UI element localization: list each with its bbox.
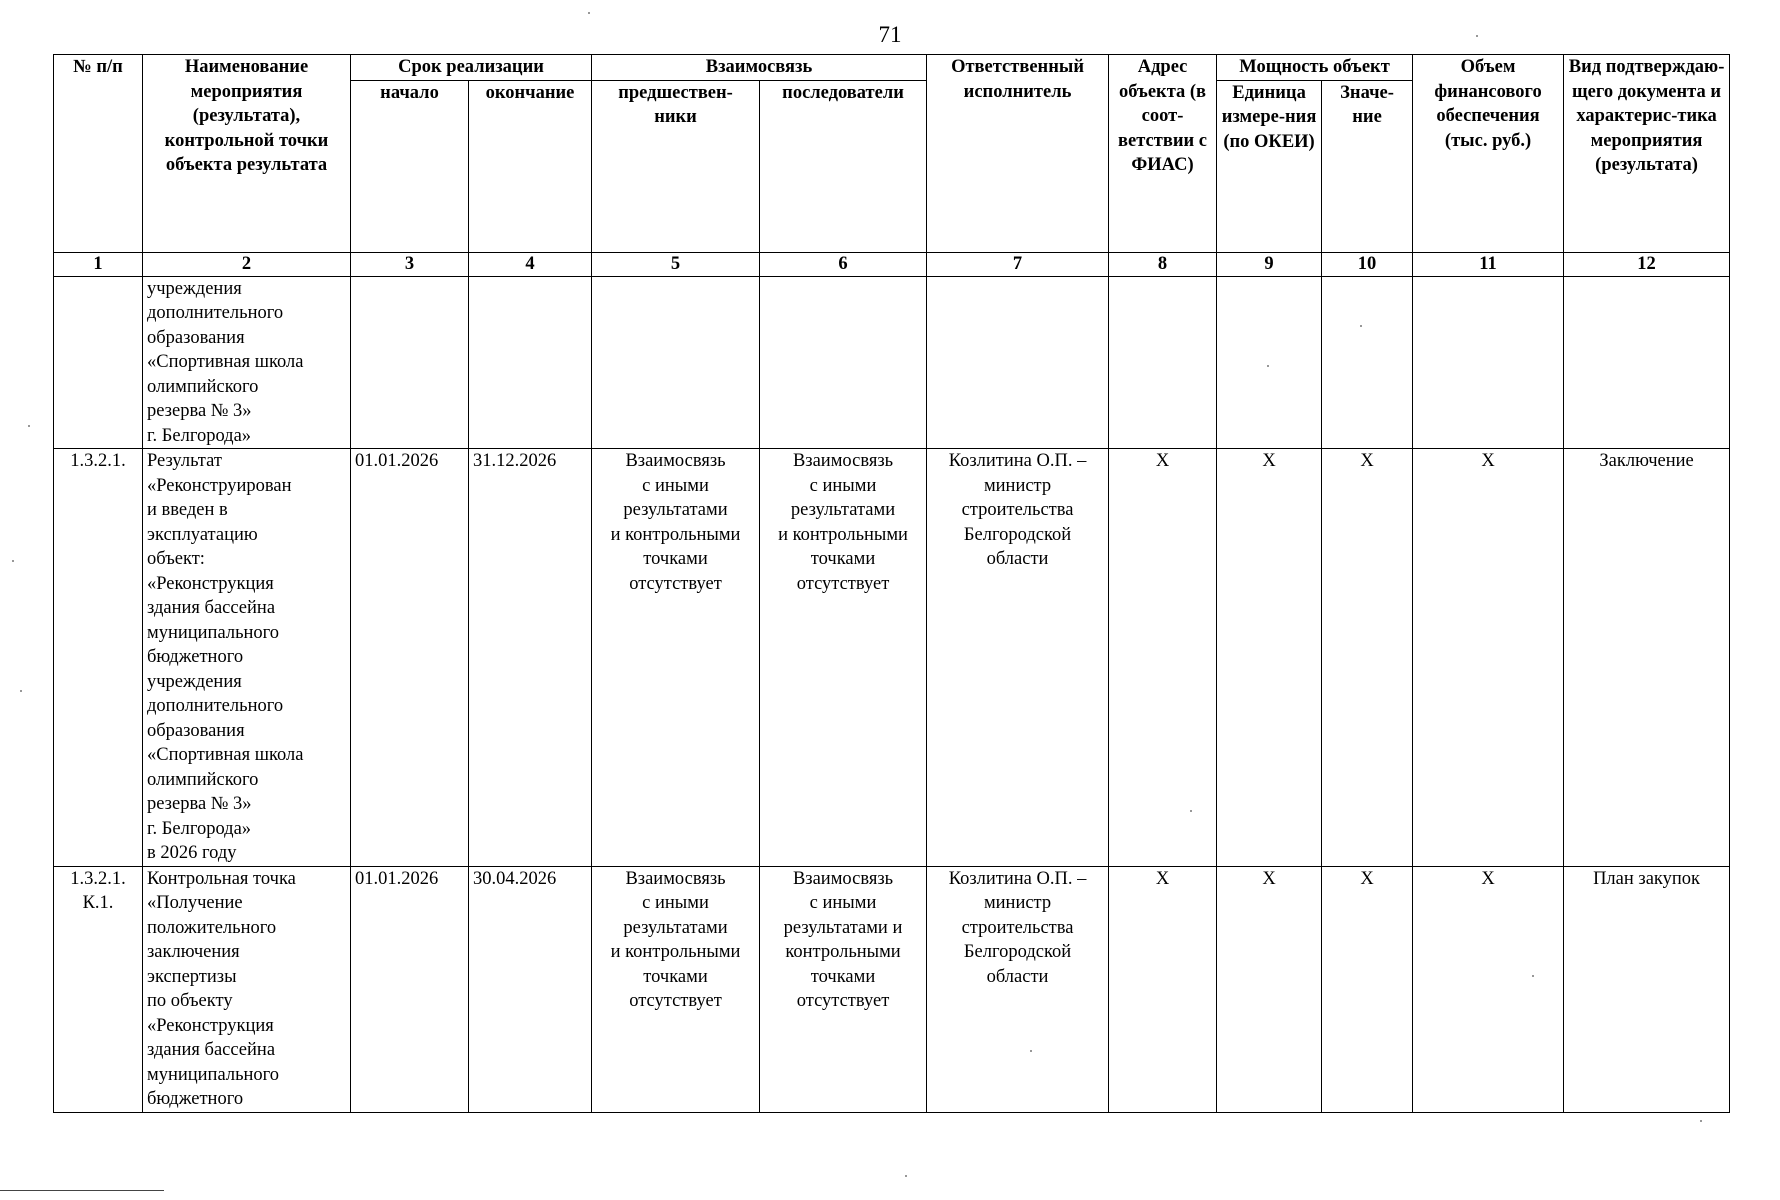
cell-name: Контрольная точка «Получение положительного заключения экспертизы по объекту «Реконструкция здания бассейна муниципального бюджетного [143, 866, 351, 1112]
cell-unit [1217, 276, 1322, 449]
column-number: 12 [1564, 252, 1730, 276]
header-address: Адрес объекта (в соот-ветствии с ФИАС) [1109, 55, 1217, 253]
header-finance: Объем финансового обеспечения (тыс. руб.) [1413, 55, 1564, 253]
implementation-plan-table [53, 54, 1730, 1113]
scan-speck [1476, 35, 1478, 37]
cell-value: X [1322, 449, 1413, 867]
header-term-end: окончание [469, 80, 592, 252]
scan-speck [12, 560, 14, 562]
cell-document: План закупок [1564, 866, 1730, 1112]
cell-predecessors: Взаимосвязь с иными результатами и контрольными точками отсутствует [592, 449, 760, 867]
footnote-rule [0, 1190, 164, 1191]
column-number: 11 [1413, 252, 1564, 276]
column-number: 6 [760, 252, 927, 276]
header-link-succ: последователи [760, 80, 927, 252]
cell-document [1564, 276, 1730, 449]
header-capacity-unit: Единица измере-ния (по ОКЕИ) [1217, 80, 1322, 252]
header-name: Наименование мероприятия (результата), контрольной точки объекта результата [143, 55, 351, 253]
cell-start [351, 276, 469, 449]
table-row [54, 449, 1730, 867]
cell-successors [760, 276, 927, 449]
scan-speck [1700, 1120, 1702, 1122]
cell-start: 01.01.2026 [351, 866, 469, 1112]
header-doc: Вид подтверждаю-щего документа и характерис-тика мероприятия (результата) [1564, 55, 1730, 253]
header-capacity-group: Мощность объект [1217, 55, 1413, 81]
cell-name: Результат «Реконструирован и введен в эксплуатацию объект: «Реконструкция здания бассейна муниципального бюджетного учреждения дополнительного образования «Спортивная школа олимпийского резерва № 3» г. Белгорода» в 2026 году [143, 449, 351, 867]
cell-end [469, 276, 592, 449]
scan-speck [905, 1175, 907, 1177]
scan-speck [1030, 1050, 1032, 1052]
cell-end: 30.04.2026 [469, 866, 592, 1112]
cell-finance: X [1413, 449, 1564, 867]
header-row-top [54, 55, 1730, 81]
cell-responsible: Козлитина О.П. – министр строительства Белгородской области [927, 866, 1109, 1112]
column-number: 7 [927, 252, 1109, 276]
cell-document: Заключение [1564, 449, 1730, 867]
scan-speck [1190, 810, 1192, 812]
column-number: 4 [469, 252, 592, 276]
column-number-row [54, 252, 1730, 276]
column-number: 9 [1217, 252, 1322, 276]
cell-no: 1.3.2.1. К.1. [54, 866, 143, 1112]
cell-predecessors [592, 276, 760, 449]
scan-speck [1267, 365, 1269, 367]
cell-successors: Взаимосвязь с иными результатами и контрольными точками отсутствует [760, 449, 927, 867]
cell-start: 01.01.2026 [351, 449, 469, 867]
scan-speck [1360, 325, 1362, 327]
header-capacity-value: Значе-ние [1322, 80, 1413, 252]
header-link-pred: предшествен- ники [592, 80, 760, 252]
cell-predecessors: Взаимосвязь с иными результатами и контрольными точками отсутствует [592, 866, 760, 1112]
cell-unit: X [1217, 866, 1322, 1112]
cell-responsible [927, 276, 1109, 449]
cell-address [1109, 276, 1217, 449]
cell-unit: X [1217, 449, 1322, 867]
column-number: 3 [351, 252, 469, 276]
scan-speck [1532, 975, 1534, 977]
table-row [54, 866, 1730, 1112]
scan-speck [28, 425, 30, 427]
cell-finance [1413, 276, 1564, 449]
header-responsible: Ответственный исполнитель [927, 55, 1109, 253]
cell-name: учреждения дополнительного образования «Спортивная школа олимпийского резерва № 3» г. Белгорода» [143, 276, 351, 449]
cell-responsible: Козлитина О.П. – министр строительства Белгородской области [927, 449, 1109, 867]
cell-value: X [1322, 866, 1413, 1112]
table-row [54, 276, 1730, 449]
cell-no [54, 276, 143, 449]
header-term-start: начало [351, 80, 469, 252]
column-number: 8 [1109, 252, 1217, 276]
cell-successors: Взаимосвязь с иными результатами и контрольными точками отсутствует [760, 866, 927, 1112]
scan-speck [588, 12, 590, 14]
header-term-group: Срок реализации [351, 55, 592, 81]
cell-address: X [1109, 866, 1217, 1112]
scan-speck [20, 690, 22, 692]
header-link-group: Взаимосвязь [592, 55, 927, 81]
column-number: 1 [54, 252, 143, 276]
cell-end: 31.12.2026 [469, 449, 592, 867]
column-number: 2 [143, 252, 351, 276]
cell-finance: X [1413, 866, 1564, 1112]
cell-no: 1.3.2.1. [54, 449, 143, 867]
header-no: № п/п [54, 55, 143, 253]
cell-value [1322, 276, 1413, 449]
column-number: 5 [592, 252, 760, 276]
cell-address: X [1109, 449, 1217, 867]
page-number: 71 [878, 22, 902, 47]
column-number: 10 [1322, 252, 1413, 276]
